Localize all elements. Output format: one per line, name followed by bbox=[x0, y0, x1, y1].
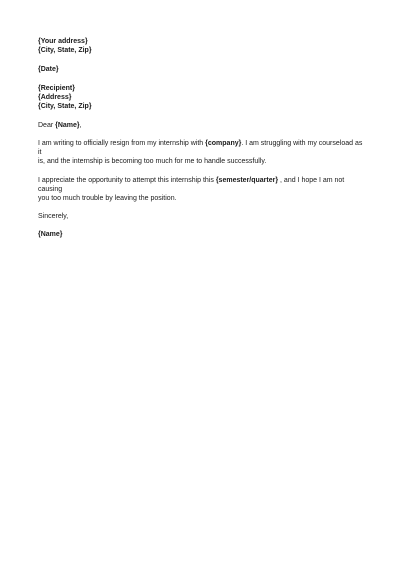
paragraph-2-line-1 bbox=[38, 176, 363, 194]
sender-address: {Your address} bbox=[38, 38, 88, 45]
closing: Sincerely, bbox=[38, 213, 69, 221]
salutation bbox=[38, 121, 363, 130]
paragraph-1-line-1 bbox=[38, 139, 363, 157]
paragraph-1-line-2: is, and the internship is becoming too much for me to handle successfully. bbox=[38, 158, 267, 166]
salutation-name: {Name} bbox=[55, 121, 80, 129]
paragraph-2 bbox=[38, 176, 363, 204]
letter-body bbox=[38, 37, 363, 240]
sender-block bbox=[38, 37, 363, 55]
salutation-prefix: Dear bbox=[38, 121, 56, 129]
recipient-address: {Address} bbox=[38, 93, 72, 101]
paragraph-2-text-after: , and I hope I am not causing bbox=[38, 176, 345, 193]
signature-name: {Name} bbox=[38, 231, 63, 239]
paragraph-1 bbox=[38, 139, 363, 167]
recipient-city-state-zip: {City, State, Zip} bbox=[38, 103, 92, 111]
salutation-suffix: , bbox=[79, 121, 82, 129]
recipient-name: {Recipient} bbox=[38, 84, 75, 92]
paragraph-1-text-after: . I am struggling with my courseload as it bbox=[38, 139, 363, 157]
letter-date: {Date} bbox=[38, 65, 59, 73]
company-placeholder: {company} bbox=[205, 139, 242, 147]
recipient-block bbox=[38, 84, 363, 112]
paragraph-1-text: I am writing to officially resign from my internship with bbox=[38, 139, 206, 147]
term-placeholder: {semester/quarter} bbox=[215, 176, 279, 184]
paragraph-2-line-2: you too much trouble by leaving the position. bbox=[38, 194, 177, 202]
sender-city-state-zip: {City, State, Zip} bbox=[38, 47, 92, 55]
paragraph-2-text: I appreciate the opportunity to attempt this internship this bbox=[38, 176, 216, 184]
